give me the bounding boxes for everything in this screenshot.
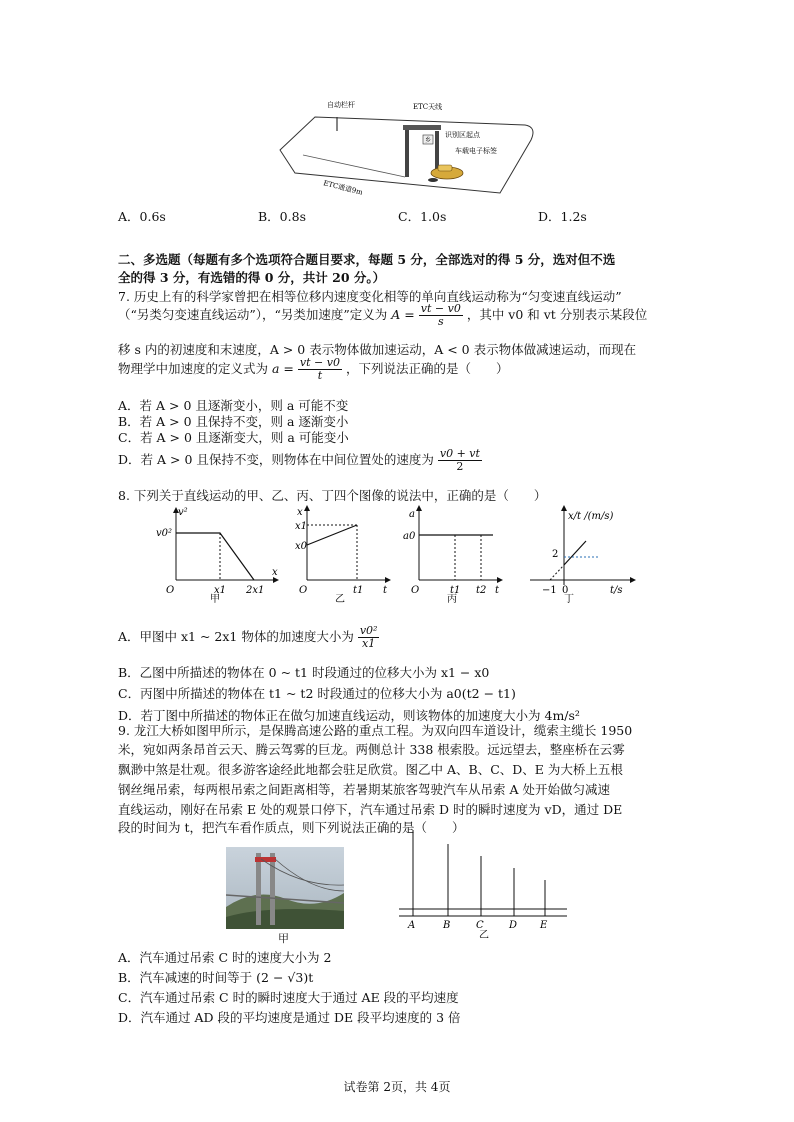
svg-text:x/t /(m/s): x/t /(m/s) bbox=[568, 511, 614, 522]
q9-line3: 飘渺中煞是壮观。很多游客途经此地都会驻足欣赏。图乙中 A、B、C、D、E 为大桥上五根 bbox=[118, 762, 623, 777]
svg-text:2: 2 bbox=[552, 549, 559, 560]
q9-option-d[interactable]: D．汽车通过 AD 段的平均速度是通过 DE 段平均速度的 3 倍 bbox=[118, 1010, 461, 1025]
svg-text:−1: −1 bbox=[542, 585, 557, 596]
svg-text:t: t bbox=[383, 585, 388, 596]
q9-line5: 直线运动，刚好在吊索 E 处的观景口停下，汽车通过吊索 D 时的瞬时速度为 vD，通过 DE bbox=[118, 802, 623, 817]
svg-text:2x1: 2x1 bbox=[246, 585, 265, 596]
q6-option-c[interactable]: C．1.0s bbox=[398, 209, 447, 224]
svg-text:E: E bbox=[540, 920, 548, 931]
q7-line4: 物理学中加速度的定义式为 a = $\frac{vt - v0}{t}$ ，下列说法正确的是（ ） bbox=[118, 356, 509, 382]
q7-fraction-a: $\frac{vt - v0}{t}$ bbox=[299, 356, 340, 382]
q8-stem: 8. 下列关于直线运动的甲、乙、丙、丁四个图像的说法中，正确的是（ ） bbox=[118, 488, 547, 503]
q7-option-b[interactable]: B．若 A > 0 且保持不变，则 a 逐渐变小 bbox=[118, 414, 349, 429]
q7-line3: 移 s 内的初速度和末速度，A > 0 表示物体做加速运动，A < 0 表示物体做减速运动，而现在 bbox=[118, 342, 637, 357]
q8-option-c[interactable]: C．丙图中所描述的物体在 t1 ~ t2 时段通过的位移大小为 a0(t2 − t1) bbox=[118, 686, 516, 701]
label-antenna: ETC天线 bbox=[413, 103, 443, 111]
svg-text:t2: t2 bbox=[476, 585, 487, 596]
q9-option-a[interactable]: A．汽车通过吊索 C 时的速度大小为 2 bbox=[118, 950, 332, 965]
q8-option-d[interactable]: D．若丁图中所描述的物体正在做匀加速直线运动，则该物体的加速度大小为 4m/s² bbox=[118, 708, 580, 723]
q7-line1: 7. 历史上有的科学家曾把在相等位移内速度变化相等的单向直线运动称为“匀变速直线运动” bbox=[118, 289, 622, 304]
q8-graph-jia bbox=[148, 505, 283, 605]
etc-figure bbox=[275, 95, 535, 200]
svg-text:x0: x0 bbox=[295, 541, 308, 552]
q9-photo-caption: 甲 bbox=[278, 932, 289, 945]
q8-graph-yi bbox=[285, 505, 395, 605]
svg-text:丙: 丙 bbox=[447, 594, 457, 605]
q9-option-b[interactable]: B．汽车减速的时间等于 (2 − √3)t bbox=[118, 970, 314, 985]
q8-option-a[interactable]: A．甲图中 x1 ~ 2x1 物体的加速度大小为 $\frac{\text{v0²}}{x1}$ bbox=[118, 624, 378, 650]
svg-text:O: O bbox=[166, 585, 175, 596]
svg-text:甲: 甲 bbox=[210, 594, 220, 605]
bridge-photo bbox=[226, 847, 344, 929]
q7-option-c[interactable]: C．若 A > 0 且逐渐变大，则 a 可能变小 bbox=[118, 430, 349, 445]
etc-pole-left bbox=[405, 127, 409, 177]
svg-text:D: D bbox=[509, 920, 518, 931]
q7-fraction-A: $\frac{vt - v0}{s}$ bbox=[420, 302, 461, 328]
q7-option-d[interactable]: D．若 A > 0 且保持不变，则物体在中间位置处的速度为 $\frac{v0 + vt}{2}$ bbox=[118, 447, 480, 473]
svg-text:v²: v² bbox=[178, 507, 188, 518]
svg-text:a0: a0 bbox=[403, 531, 416, 542]
section2-heading-line2: 全的得 3 分，有选错的得 0 分，共计 20 分。） bbox=[118, 270, 386, 285]
svg-text:x1: x1 bbox=[295, 521, 308, 532]
q9-line6: 段的时间为 t，把汽车看作质点，则下列说法正确的是（ ） bbox=[118, 820, 465, 835]
q9-line4: 钢丝绳吊索，每两根吊索之间距离相等，若暑期某旅客驾驶汽车从吊索 A 处开始做匀减速 bbox=[118, 782, 610, 797]
svg-text:B: B bbox=[443, 920, 451, 931]
q6-option-a[interactable]: A．0.6s bbox=[118, 209, 166, 224]
label-barrier: 自动栏杆 bbox=[327, 101, 355, 109]
q6-option-b[interactable]: B．0.8s bbox=[258, 209, 306, 224]
svg-text:0: 0 bbox=[562, 585, 569, 596]
q8-graph-bing bbox=[397, 505, 507, 605]
q9-cable-diagram bbox=[395, 828, 575, 938]
svg-text:v0²: v0² bbox=[156, 528, 173, 539]
q6-option-d[interactable]: D．1.2s bbox=[538, 209, 587, 224]
q8-graph-ding bbox=[520, 505, 645, 605]
svg-text:a: a bbox=[409, 509, 415, 520]
svg-text:x1: x1 bbox=[214, 585, 227, 596]
q7-option-a[interactable]: A．若 A > 0 且逐渐变小，则 a 可能不变 bbox=[118, 398, 349, 413]
svg-text:A: A bbox=[408, 920, 416, 931]
svg-text:x: x bbox=[297, 507, 303, 518]
label-zone: 识别区起点 bbox=[445, 131, 480, 139]
svg-text:O: O bbox=[411, 585, 420, 596]
q8-option-b[interactable]: B．乙图中所描述的物体在 0 ~ t1 时段通过的位移大小为 x1 − x0 bbox=[118, 665, 490, 680]
svg-text:O: O bbox=[299, 585, 308, 596]
svg-text:t/s: t/s bbox=[610, 585, 623, 596]
q9-line1: 9. 龙江大桥如图甲所示，是保腾高速公路的重点工程。为双向四车道设计，缆索主缆长 1950 bbox=[118, 723, 633, 738]
svg-text:乙: 乙 bbox=[479, 930, 489, 938]
svg-text:t: t bbox=[495, 585, 500, 596]
label-tag: 车载电子标签 bbox=[455, 147, 497, 155]
q7-line2: （“另类匀变速直线运动”），“另类加速度”定义为 A = $\frac{vt - v0}{s}$ ，其中 v0 和 vt 分别表示某段位 bbox=[118, 302, 648, 328]
label-dist: ETC通道9m bbox=[322, 179, 364, 197]
page-footer: 试卷第 2页，共 4页 bbox=[343, 1080, 451, 1094]
svg-text:丁: 丁 bbox=[564, 594, 574, 605]
svg-text:x: x bbox=[272, 567, 278, 578]
section2-heading-line1: 二、多选题（每题有多个选项符合题目要求，每题 5 分，全部选对的得 5 分，选对但不选 bbox=[118, 252, 616, 267]
svg-text:t1: t1 bbox=[353, 585, 364, 596]
q6-options bbox=[0, 207, 794, 225]
car-sign: 乡 bbox=[425, 137, 432, 144]
q9-option-c[interactable]: C．汽车通过吊索 C 时的瞬时速度大于通过 AE 段的平均速度 bbox=[118, 990, 459, 1005]
svg-text:t1: t1 bbox=[450, 585, 461, 596]
svg-text:C: C bbox=[476, 920, 484, 931]
svg-text:乙: 乙 bbox=[335, 594, 345, 605]
q9-line2: 米，宛如两条昂首云天、腾云驾雾的巨龙。两侧总计 338 根索股。远远望去，整座桥在云雾 bbox=[118, 742, 625, 757]
